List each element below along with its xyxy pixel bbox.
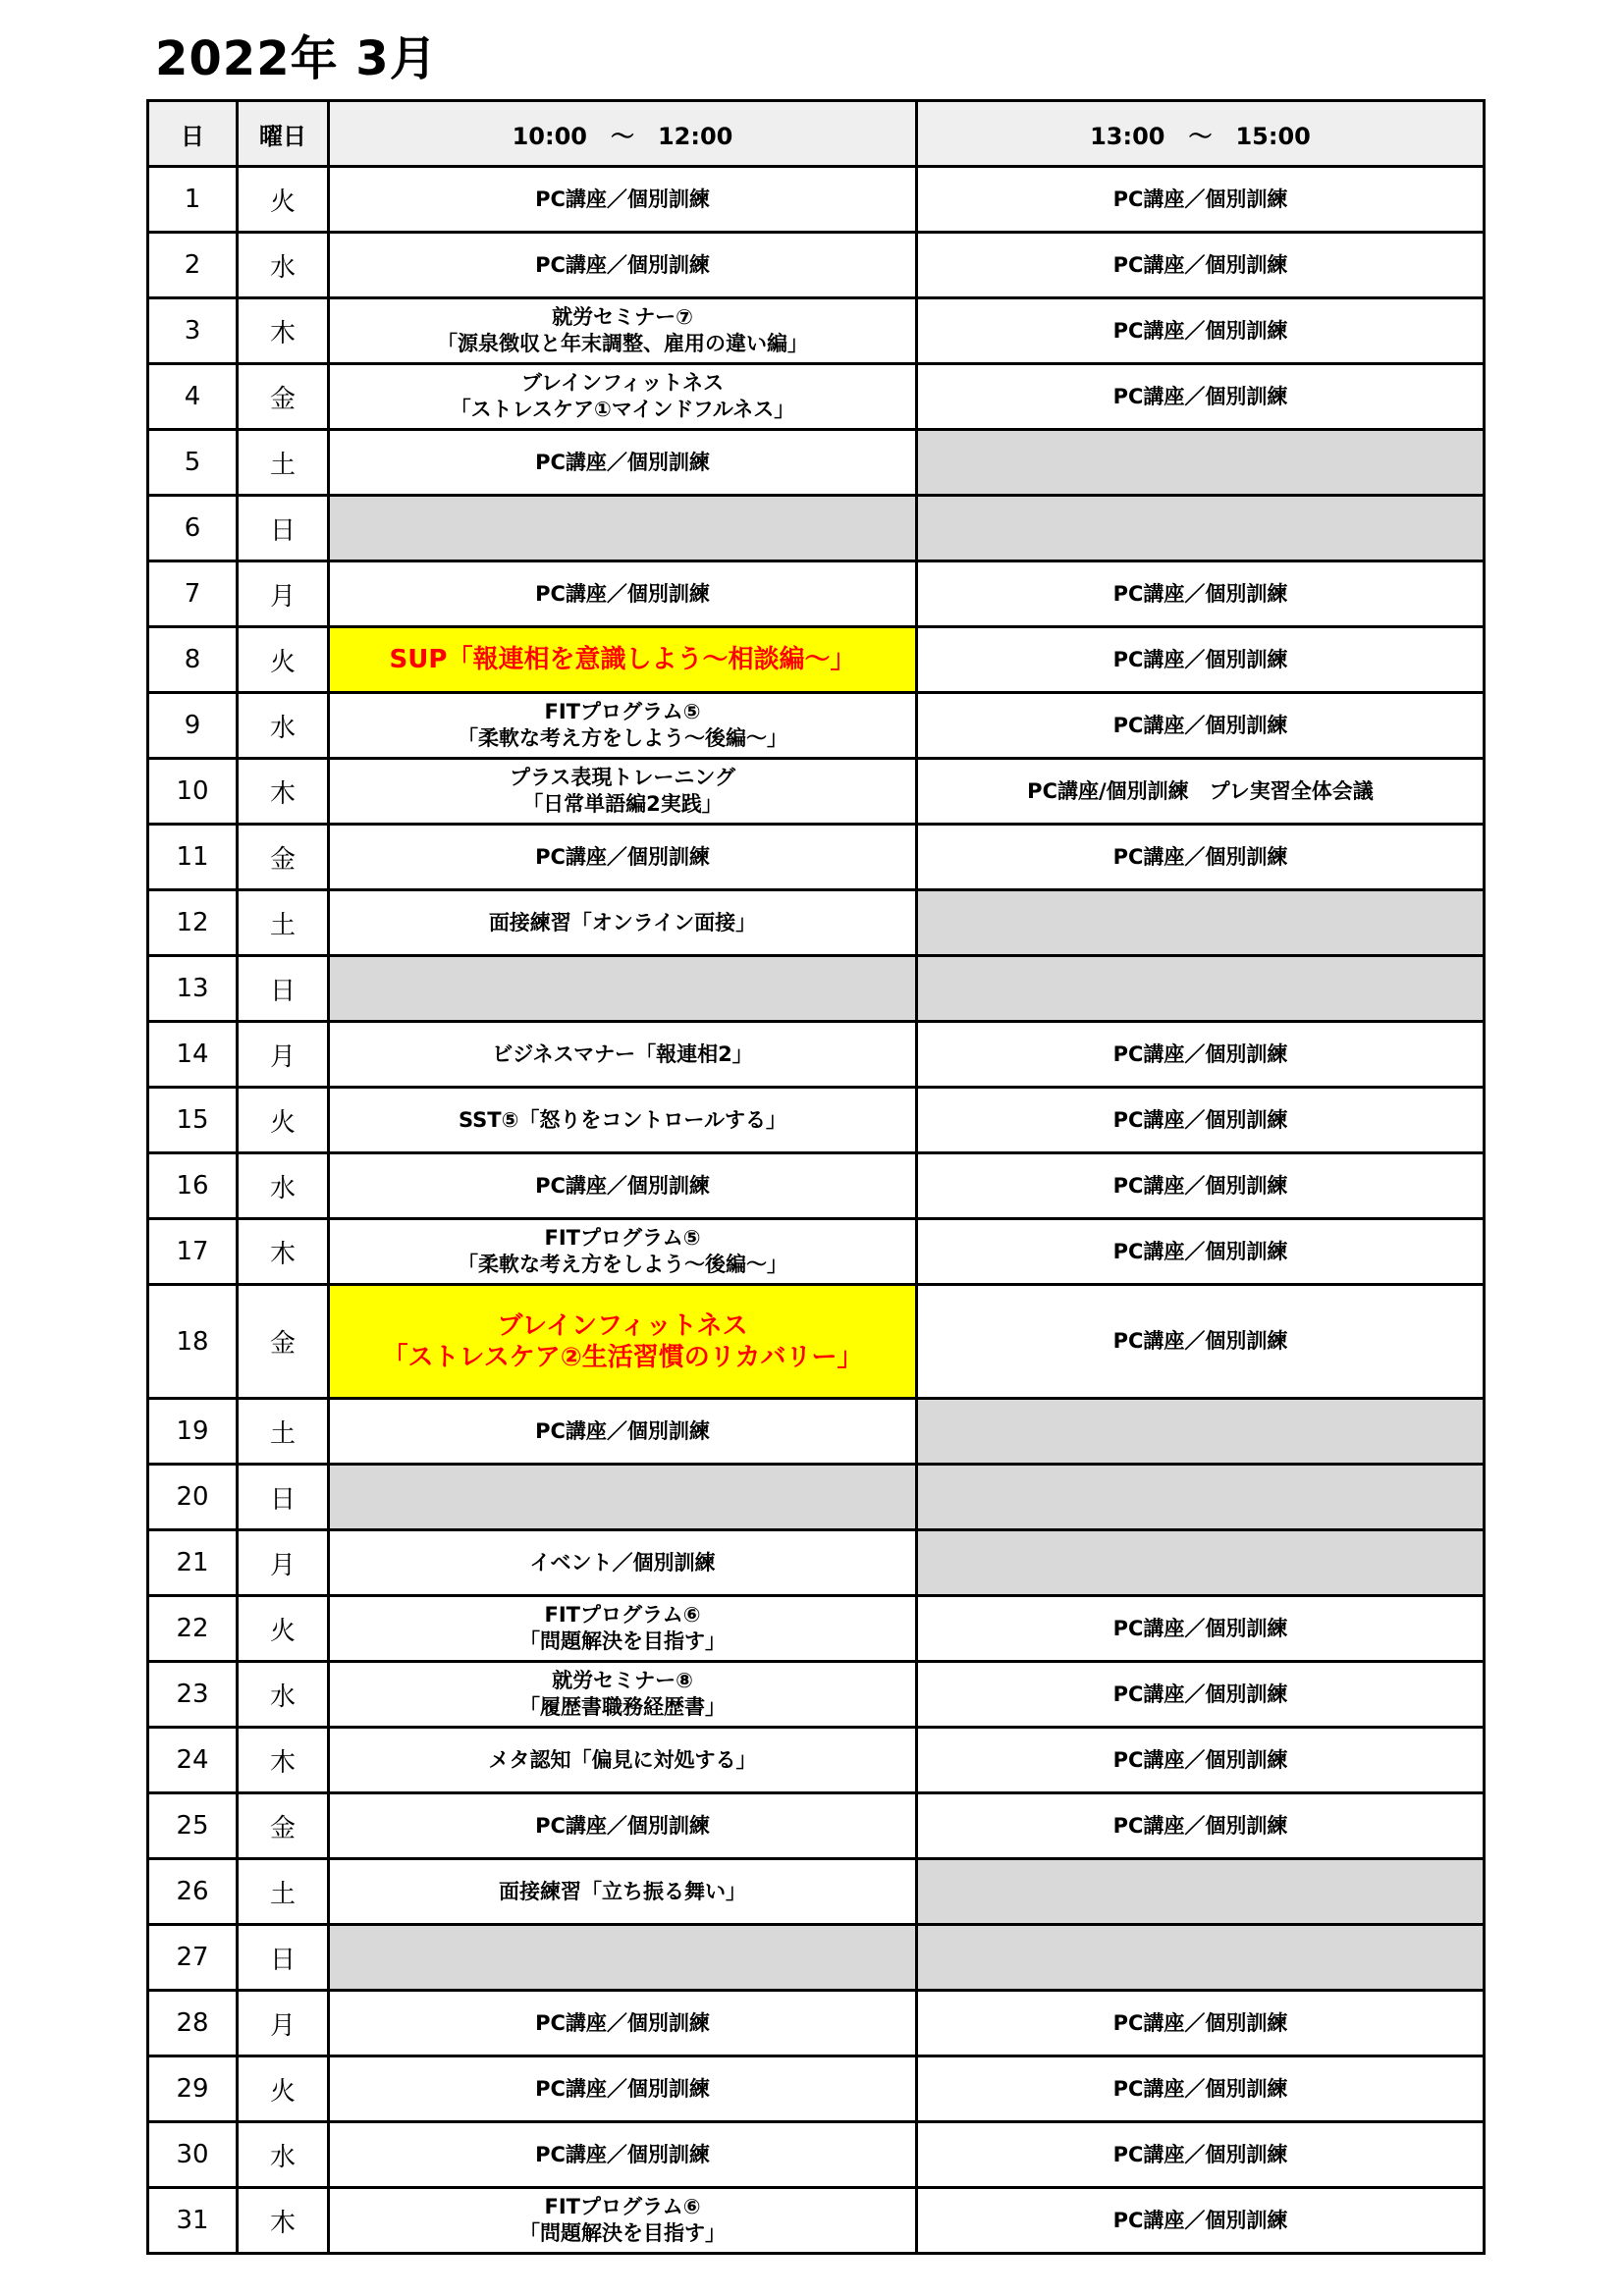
activity-text: PC講座／個別訓練	[535, 2010, 710, 2035]
activity-text: PC講座／個別訓練	[1112, 2076, 1288, 2101]
activity-text: ブレインフィットネス	[497, 1310, 748, 1341]
morning-activity	[329, 167, 917, 233]
weekday: 火	[238, 1596, 329, 1662]
day-number: 19	[148, 1399, 238, 1465]
afternoon-activity-closed	[917, 890, 1485, 956]
morning-activity	[329, 1530, 917, 1596]
header-day: 日	[148, 101, 238, 167]
day-number: 5	[148, 430, 238, 496]
day-number: 2	[148, 233, 238, 298]
weekday: 土	[238, 890, 329, 956]
afternoon-activity	[917, 825, 1485, 890]
afternoon-activity-closed	[917, 1925, 1485, 1991]
weekday: 水	[238, 1662, 329, 1728]
day-number: 29	[148, 2056, 238, 2122]
schedule-row	[148, 1662, 1485, 1728]
morning-activity	[329, 2122, 917, 2188]
afternoon-activity	[917, 2122, 1485, 2188]
activity-text: 「源泉徴収と年末調整、雇用の違い編」	[437, 332, 808, 355]
morning-activity-closed	[329, 1465, 917, 1530]
day-number: 17	[148, 1219, 238, 1285]
afternoon-activity	[917, 693, 1485, 759]
weekday: 金	[238, 364, 329, 430]
morning-activity	[329, 1153, 917, 1219]
day-number: 3	[148, 298, 238, 364]
day-number: 22	[148, 1596, 238, 1662]
schedule-row	[148, 1465, 1485, 1530]
afternoon-activity	[917, 364, 1485, 430]
morning-activity	[329, 1662, 917, 1728]
day-number: 12	[148, 890, 238, 956]
schedule-row	[148, 364, 1485, 430]
schedule-row	[148, 233, 1485, 298]
page-title: 2022年 3月	[155, 31, 438, 86]
activity-text: 「日常単語編2実践」	[522, 792, 723, 816]
weekday: 水	[238, 1153, 329, 1219]
afternoon-activity	[917, 298, 1485, 364]
day-number: 26	[148, 1859, 238, 1925]
morning-activity	[329, 1793, 917, 1859]
morning-activity	[329, 1991, 917, 2056]
activity-text: PC講座／個別訓練	[1112, 2208, 1288, 2232]
day-number: 6	[148, 496, 238, 561]
morning-activity	[329, 1285, 917, 1399]
activity-text: 就労セミナー⑧	[552, 1669, 693, 1692]
weekday: 月	[238, 1991, 329, 2056]
morning-activity	[329, 2056, 917, 2122]
afternoon-activity	[917, 1662, 1485, 1728]
header-weekday: 曜日	[238, 101, 329, 167]
day-number: 27	[148, 1925, 238, 1991]
morning-activity-closed	[329, 496, 917, 561]
activity-text: PC講座／個別訓練	[535, 1813, 710, 1838]
morning-activity	[329, 1859, 917, 1925]
weekday: 日	[238, 1925, 329, 1991]
weekday: 日	[238, 496, 329, 561]
weekday: 木	[238, 1219, 329, 1285]
afternoon-activity	[917, 561, 1485, 627]
activity-text: PC講座／個別訓練	[1112, 318, 1288, 343]
weekday: 月	[238, 561, 329, 627]
afternoon-activity	[917, 1596, 1485, 1662]
schedule-row	[148, 1728, 1485, 1793]
activity-text: 「ストレスケア①マインドフルネス」	[450, 398, 795, 421]
weekday: 火	[238, 627, 329, 693]
day-number: 10	[148, 759, 238, 825]
activity-text: ビジネスマナー「報連相2」	[492, 1041, 753, 1066]
activity-text: PC講座／個別訓練	[1112, 581, 1288, 606]
morning-activity	[329, 1088, 917, 1153]
weekday: 火	[238, 167, 329, 233]
afternoon-activity	[917, 233, 1485, 298]
morning-activity	[329, 825, 917, 890]
activity-text: PC講座／個別訓練	[1112, 844, 1288, 869]
morning-activity	[329, 693, 917, 759]
schedule-row	[148, 1991, 1485, 2056]
day-number: 7	[148, 561, 238, 627]
weekday: 火	[238, 1088, 329, 1153]
day-number: 31	[148, 2188, 238, 2254]
morning-activity	[329, 1219, 917, 1285]
day-number: 1	[148, 167, 238, 233]
weekday: 水	[238, 2122, 329, 2188]
weekday: 日	[238, 1465, 329, 1530]
day-number: 4	[148, 364, 238, 430]
afternoon-activity	[917, 1088, 1485, 1153]
morning-activity	[329, 627, 917, 693]
activity-text: PC講座／個別訓練	[1112, 1107, 1288, 1132]
activity-text: PC講座／個別訓練	[535, 581, 710, 606]
afternoon-activity-closed	[917, 1859, 1485, 1925]
schedule-row	[148, 759, 1485, 825]
activity-text: 就労セミナー⑦	[552, 305, 693, 329]
activity-text: メタ認知「偏見に対処する」	[488, 1747, 757, 1772]
activity-text: イベント／個別訓練	[529, 1550, 716, 1575]
activity-text: PC講座／個別訓練	[535, 2142, 710, 2166]
activity-text: 面接練習「立ち振る舞い」	[499, 1879, 746, 1903]
activity-text: SUP「報連相を意識しよう～相談編～」	[389, 645, 856, 674]
activity-text: PC講座／個別訓練	[1112, 1616, 1288, 1640]
schedule-row	[148, 298, 1485, 364]
afternoon-activity-closed	[917, 1530, 1485, 1596]
activity-text: FITプログラム⑥	[544, 2195, 701, 2218]
schedule-row	[148, 1285, 1485, 1399]
weekday: 金	[238, 825, 329, 890]
afternoon-activity	[917, 759, 1485, 825]
day-number: 15	[148, 1088, 238, 1153]
afternoon-activity	[917, 1285, 1485, 1399]
activity-text: FITプログラム⑤	[544, 700, 701, 723]
schedule-body	[148, 167, 1485, 2254]
weekday: 木	[238, 298, 329, 364]
weekday: 月	[238, 1530, 329, 1596]
activity-text: PC講座/個別訓練 プレ実習全体会議	[1027, 778, 1374, 803]
weekday: 土	[238, 1399, 329, 1465]
morning-activity	[329, 364, 917, 430]
morning-activity	[329, 2188, 917, 2254]
activity-text: ブレインフィットネス	[520, 371, 725, 395]
activity-text: 「履歴書職務経歴書」	[519, 1695, 726, 1719]
activity-text: PC講座／個別訓練	[535, 844, 710, 869]
activity-text: PC講座／個別訓練	[1112, 1813, 1288, 1838]
weekday: 木	[238, 1728, 329, 1793]
schedule-row	[148, 693, 1485, 759]
afternoon-activity-closed	[917, 1399, 1485, 1465]
activity-text: FITプログラム⑥	[544, 1603, 701, 1627]
schedule-row	[148, 1088, 1485, 1153]
schedule-row	[148, 2122, 1485, 2188]
activity-text: PC講座／個別訓練	[1112, 1173, 1288, 1198]
weekday: 土	[238, 430, 329, 496]
activity-text: FITプログラム⑤	[544, 1226, 701, 1250]
activity-text: PC講座／個別訓練	[535, 1418, 710, 1443]
day-number: 16	[148, 1153, 238, 1219]
activity-text: SST⑤「怒りをコントロールする」	[459, 1107, 786, 1132]
afternoon-activity	[917, 2056, 1485, 2122]
schedule-row	[148, 1859, 1485, 1925]
activity-text: 「柔軟な考え方をしよう～後編～」	[458, 1253, 787, 1276]
activity-text: PC講座／個別訓練	[1112, 187, 1288, 211]
day-number: 14	[148, 1022, 238, 1088]
weekday: 金	[238, 1285, 329, 1399]
schedule-row	[148, 1596, 1485, 1662]
activity-text: PC講座／個別訓練	[1112, 1041, 1288, 1066]
morning-activity-closed	[329, 1925, 917, 1991]
afternoon-activity	[917, 1793, 1485, 1859]
schedule-row	[148, 890, 1485, 956]
day-number: 24	[148, 1728, 238, 1793]
schedule-row	[148, 1022, 1485, 1088]
schedule-row	[148, 430, 1485, 496]
schedule-row	[148, 2056, 1485, 2122]
afternoon-activity-closed	[917, 496, 1485, 561]
morning-activity	[329, 890, 917, 956]
day-number: 30	[148, 2122, 238, 2188]
schedule-row	[148, 167, 1485, 233]
afternoon-activity	[917, 1153, 1485, 1219]
day-number: 21	[148, 1530, 238, 1596]
day-number: 28	[148, 1991, 238, 2056]
morning-activity	[329, 1596, 917, 1662]
schedule-table	[146, 99, 1486, 2255]
activity-text: PC講座／個別訓練	[535, 1173, 710, 1198]
activity-text: PC講座／個別訓練	[535, 2076, 710, 2101]
schedule-row	[148, 1399, 1485, 1465]
afternoon-activity-closed	[917, 1465, 1485, 1530]
schedule-row	[148, 956, 1485, 1022]
header-row	[148, 101, 1485, 167]
weekday: 金	[238, 1793, 329, 1859]
morning-activity	[329, 233, 917, 298]
activity-text: PC講座／個別訓練	[1112, 1239, 1288, 1263]
weekday: 月	[238, 1022, 329, 1088]
day-number: 23	[148, 1662, 238, 1728]
activity-text: PC講座／個別訓練	[1112, 1329, 1288, 1353]
activity-text: プラス表現トレーニング	[510, 766, 735, 789]
morning-activity	[329, 430, 917, 496]
weekday: 木	[238, 759, 329, 825]
day-number: 18	[148, 1285, 238, 1399]
afternoon-activity	[917, 1991, 1485, 2056]
afternoon-activity-closed	[917, 430, 1485, 496]
morning-activity	[329, 1728, 917, 1793]
afternoon-activity	[917, 1022, 1485, 1088]
weekday: 木	[238, 2188, 329, 2254]
weekday: 水	[238, 693, 329, 759]
afternoon-activity	[917, 2188, 1485, 2254]
header-morning-slot: 10:00 ～ 12:00	[329, 101, 917, 167]
schedule-row	[148, 496, 1485, 561]
weekday: 日	[238, 956, 329, 1022]
header-afternoon-slot: 13:00 ～ 15:00	[917, 101, 1485, 167]
activity-text: 「問題解決を目指す」	[519, 1629, 726, 1653]
schedule-row	[148, 561, 1485, 627]
morning-activity	[329, 1399, 917, 1465]
schedule-row	[148, 2188, 1485, 2254]
day-number: 25	[148, 1793, 238, 1859]
activity-text: PC講座／個別訓練	[1112, 252, 1288, 277]
weekday: 火	[238, 2056, 329, 2122]
day-number: 8	[148, 627, 238, 693]
activity-text: PC講座／個別訓練	[1112, 1747, 1288, 1772]
activity-text: PC講座／個別訓練	[1112, 2010, 1288, 2035]
activity-text: PC講座／個別訓練	[535, 252, 710, 277]
activity-text: 面接練習「オンライン面接」	[488, 910, 757, 934]
weekday: 水	[238, 233, 329, 298]
activity-text: PC講座／個別訓練	[1112, 1682, 1288, 1706]
morning-activity	[329, 759, 917, 825]
activity-text: PC講座／個別訓練	[535, 450, 710, 474]
afternoon-activity-closed	[917, 956, 1485, 1022]
schedule-row	[148, 1793, 1485, 1859]
schedule-row	[148, 627, 1485, 693]
activity-text: PC講座／個別訓練	[1112, 2142, 1288, 2166]
activity-text: 「問題解決を目指す」	[519, 2221, 726, 2245]
afternoon-activity	[917, 167, 1485, 233]
schedule-row	[148, 825, 1485, 890]
afternoon-activity	[917, 627, 1485, 693]
morning-activity-closed	[329, 956, 917, 1022]
activity-text: PC講座／個別訓練	[535, 187, 710, 211]
activity-text: PC講座／個別訓練	[1112, 384, 1288, 408]
day-number: 9	[148, 693, 238, 759]
day-number: 13	[148, 956, 238, 1022]
day-number: 11	[148, 825, 238, 890]
activity-text: PC講座／個別訓練	[1112, 713, 1288, 737]
activity-text: 「柔軟な考え方をしよう～後編～」	[458, 726, 787, 750]
activity-text: 「ストレスケア②生活習慣のリカバリー」	[382, 1342, 863, 1372]
afternoon-activity	[917, 1219, 1485, 1285]
morning-activity	[329, 1022, 917, 1088]
morning-activity	[329, 561, 917, 627]
activity-text: PC講座／個別訓練	[1112, 647, 1288, 671]
morning-activity	[329, 298, 917, 364]
day-number: 20	[148, 1465, 238, 1530]
schedule-row	[148, 1530, 1485, 1596]
weekday: 土	[238, 1859, 329, 1925]
schedule-row	[148, 1925, 1485, 1991]
afternoon-activity	[917, 1728, 1485, 1793]
schedule-row	[148, 1219, 1485, 1285]
schedule-row	[148, 1153, 1485, 1219]
